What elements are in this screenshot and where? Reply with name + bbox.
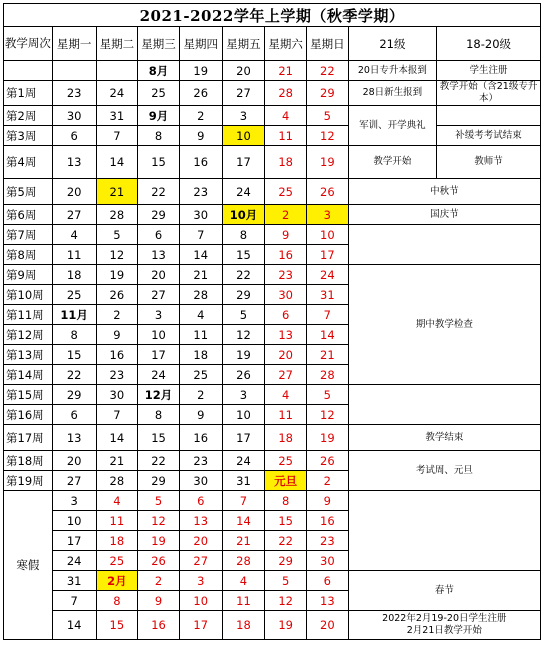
day-cell: 17 bbox=[222, 425, 265, 451]
day-cell: 8月 bbox=[138, 61, 180, 81]
day-cell: 3 bbox=[179, 571, 222, 591]
calendar-title: 2021-2022学年上学期（秋季学期） bbox=[4, 4, 541, 27]
week-label: 第3周 bbox=[4, 126, 53, 146]
day-cell: 19 bbox=[179, 61, 222, 81]
day-cell: 2 bbox=[179, 385, 222, 405]
day-cell: 18 bbox=[179, 345, 222, 365]
day-cell: 13 bbox=[265, 325, 307, 345]
day-cell: 11 bbox=[52, 245, 96, 265]
day-cell: 2 bbox=[179, 106, 222, 126]
day-cell: 7 bbox=[96, 405, 138, 425]
day-cell: 17 bbox=[52, 531, 96, 551]
note-18-empty bbox=[437, 106, 541, 126]
day-cell: 20 bbox=[52, 179, 96, 205]
day-cell: 元旦 bbox=[265, 471, 307, 491]
week-row bbox=[4, 611, 541, 640]
day-cell: 2月 bbox=[96, 571, 138, 591]
day-cell: 20 bbox=[179, 531, 222, 551]
day-cell: 6 bbox=[306, 571, 348, 591]
day-cell: 10 bbox=[138, 325, 180, 345]
day-cell: 16 bbox=[179, 425, 222, 451]
note-spring-semester bbox=[348, 611, 540, 640]
day-cell: 5 bbox=[306, 385, 348, 405]
day-cell: 19 bbox=[306, 425, 348, 451]
day-cell: 23 bbox=[96, 365, 138, 385]
day-cell: 4 bbox=[96, 491, 138, 511]
day-cell: 20 bbox=[52, 451, 96, 471]
day-cell: 14 bbox=[222, 511, 265, 531]
week-label: 第15周 bbox=[4, 385, 53, 405]
day-cell: 21 bbox=[222, 531, 265, 551]
day-cell: 3 bbox=[138, 305, 180, 325]
day-cell: 5 bbox=[265, 571, 307, 591]
day-cell: 29 bbox=[222, 285, 265, 305]
week-label: 第17周 bbox=[4, 425, 53, 451]
day-cell: 2 bbox=[306, 471, 348, 491]
week-row bbox=[4, 491, 541, 511]
header-row bbox=[4, 27, 541, 61]
day-cell: 28 bbox=[222, 551, 265, 571]
day-cell: 25 bbox=[138, 81, 180, 106]
day-cell: 18 bbox=[265, 425, 307, 451]
day-cell: 18 bbox=[52, 265, 96, 285]
day-cell: 22 bbox=[265, 531, 307, 551]
day-cell: 24 bbox=[222, 451, 265, 471]
day-cell: 4 bbox=[265, 385, 307, 405]
winter-break-label: 寒假 bbox=[4, 491, 53, 640]
week-row bbox=[4, 106, 541, 126]
note-spring-festival: 春节 bbox=[348, 571, 540, 611]
week-label: 第12周 bbox=[4, 325, 53, 345]
day-cell: 13 bbox=[179, 511, 222, 531]
day-cell: 10 bbox=[222, 405, 265, 425]
day-cell: 24 bbox=[306, 265, 348, 285]
week-row bbox=[4, 385, 541, 405]
day-cell: 6 bbox=[179, 491, 222, 511]
day-cell: 29 bbox=[306, 81, 348, 106]
day-cell: 21 bbox=[265, 61, 307, 81]
day-cell: 3 bbox=[306, 205, 348, 225]
week-label: 第9周 bbox=[4, 265, 53, 285]
calendar-table bbox=[3, 3, 541, 640]
day-cell: 6 bbox=[265, 305, 307, 325]
day-cell: 8 bbox=[138, 126, 180, 146]
day-cell: 22 bbox=[222, 265, 265, 285]
day-cell: 26 bbox=[138, 551, 180, 571]
day-cell: 21 bbox=[96, 179, 138, 205]
col-18-20-header: 18-20级 bbox=[437, 27, 541, 61]
day-cell: 28 bbox=[265, 81, 307, 106]
day-cell: 31 bbox=[222, 471, 265, 491]
day-cell: 23 bbox=[179, 451, 222, 471]
day-cell: 12月 bbox=[138, 385, 180, 405]
day-cell: 13 bbox=[52, 425, 96, 451]
day-cell: 14 bbox=[52, 611, 96, 640]
day-cell: 28 bbox=[96, 205, 138, 225]
day-cell: 16 bbox=[265, 245, 307, 265]
day-cell: 27 bbox=[52, 471, 96, 491]
day-cell: 2 bbox=[265, 205, 307, 225]
day-header-thu: 星期四 bbox=[179, 27, 222, 61]
day-cell: 30 bbox=[265, 285, 307, 305]
day-cell: 16 bbox=[179, 146, 222, 179]
day-cell: 29 bbox=[138, 205, 180, 225]
week-label: 第8周 bbox=[4, 245, 53, 265]
note-18-registration: 学生注册 bbox=[437, 61, 541, 81]
day-cell: 2 bbox=[96, 305, 138, 325]
day-cell: 13 bbox=[306, 591, 348, 611]
week-label: 第10周 bbox=[4, 285, 53, 305]
day-cell: 31 bbox=[96, 106, 138, 126]
day-header-wed: 星期三 bbox=[138, 27, 180, 61]
day-cell: 30 bbox=[179, 205, 222, 225]
day-cell: 28 bbox=[179, 285, 222, 305]
day-cell: 9 bbox=[96, 325, 138, 345]
week-label: 第16周 bbox=[4, 405, 53, 425]
day-cell: 28 bbox=[96, 471, 138, 491]
day-cell: 13 bbox=[138, 245, 180, 265]
day-cell: 4 bbox=[52, 225, 96, 245]
day-cell: 27 bbox=[222, 81, 265, 106]
day-cell: 19 bbox=[265, 611, 307, 640]
day-cell: 27 bbox=[265, 365, 307, 385]
day-cell: 16 bbox=[138, 611, 180, 640]
day-cell: 15 bbox=[96, 611, 138, 640]
day-cell: 8 bbox=[96, 591, 138, 611]
note-national-day: 国庆节 bbox=[348, 205, 540, 225]
day-cell: 19 bbox=[222, 345, 265, 365]
day-cell: 4 bbox=[265, 106, 307, 126]
week-label: 第5周 bbox=[4, 179, 53, 205]
day-cell: 9 bbox=[306, 491, 348, 511]
day-header-tue: 星期二 bbox=[96, 27, 138, 61]
day-cell: 22 bbox=[52, 365, 96, 385]
day-cell: 23 bbox=[52, 81, 96, 106]
day-cell: 29 bbox=[265, 551, 307, 571]
week-label bbox=[4, 61, 53, 81]
week-row bbox=[4, 225, 541, 245]
week-label: 第19周 bbox=[4, 471, 53, 491]
day-cell: 11月 bbox=[52, 305, 96, 325]
week-row bbox=[4, 265, 541, 285]
note-18-makeup-exam-end: 补缓考考试结束 bbox=[437, 126, 541, 146]
week-row bbox=[4, 425, 541, 451]
day-cell: 8 bbox=[222, 225, 265, 245]
day-cell: 4 bbox=[179, 305, 222, 325]
day-cell: 30 bbox=[179, 471, 222, 491]
week-label: 第11周 bbox=[4, 305, 53, 325]
day-cell: 8 bbox=[138, 405, 180, 425]
day-cell: 21 bbox=[306, 345, 348, 365]
day-cell: 22 bbox=[306, 61, 348, 81]
day-cell: 24 bbox=[52, 551, 96, 571]
day-cell bbox=[52, 61, 96, 81]
week-row bbox=[4, 146, 541, 179]
day-cell: 22 bbox=[138, 451, 180, 471]
note-mid-autumn: 中秋节 bbox=[348, 179, 540, 205]
day-cell: 6 bbox=[52, 126, 96, 146]
day-cell: 25 bbox=[265, 179, 307, 205]
day-cell: 18 bbox=[96, 531, 138, 551]
day-header-fri: 星期五 bbox=[222, 27, 265, 61]
day-cell: 14 bbox=[96, 146, 138, 179]
week-row bbox=[4, 61, 541, 81]
day-cell: 19 bbox=[306, 146, 348, 179]
day-header-sat: 星期六 bbox=[265, 27, 307, 61]
day-cell: 10 bbox=[52, 511, 96, 531]
day-cell: 10 bbox=[179, 591, 222, 611]
note-21-teaching-start: 教学开始 bbox=[348, 146, 436, 179]
day-cell: 15 bbox=[222, 245, 265, 265]
day-cell: 5 bbox=[306, 106, 348, 126]
day-cell: 20 bbox=[222, 61, 265, 81]
day-cell: 26 bbox=[179, 81, 222, 106]
note-21-enrollment: 20日专升本报到 bbox=[348, 61, 436, 81]
day-cell: 12 bbox=[306, 405, 348, 425]
day-cell: 10 bbox=[306, 225, 348, 245]
week-label: 第13周 bbox=[4, 345, 53, 365]
week-label: 第14周 bbox=[4, 365, 53, 385]
day-cell: 18 bbox=[222, 611, 265, 640]
day-cell: 7 bbox=[96, 126, 138, 146]
day-cell: 12 bbox=[96, 245, 138, 265]
day-cell: 26 bbox=[96, 285, 138, 305]
day-cell: 5 bbox=[96, 225, 138, 245]
day-cell: 15 bbox=[52, 345, 96, 365]
week-column-header: 教学周次 bbox=[4, 27, 53, 61]
note-18-teaching-start: 教学开始（含21级专升本） bbox=[437, 81, 541, 106]
week-label: 第7周 bbox=[4, 225, 53, 245]
day-cell: 20 bbox=[265, 345, 307, 365]
day-cell: 9 bbox=[265, 225, 307, 245]
week-label: 第4周 bbox=[4, 146, 53, 179]
note-registration-line: 2022年2月19-20日学生注册 bbox=[382, 613, 507, 624]
day-cell: 30 bbox=[96, 385, 138, 405]
day-cell: 12 bbox=[265, 591, 307, 611]
day-cell: 11 bbox=[222, 591, 265, 611]
day-cell: 12 bbox=[138, 511, 180, 531]
day-cell: 14 bbox=[96, 425, 138, 451]
day-cell: 29 bbox=[138, 471, 180, 491]
week-row bbox=[4, 81, 541, 106]
day-cell: 21 bbox=[179, 265, 222, 285]
day-cell: 19 bbox=[138, 531, 180, 551]
week-row bbox=[4, 179, 541, 205]
week-label: 第2周 bbox=[4, 106, 53, 126]
day-cell: 15 bbox=[265, 511, 307, 531]
day-cell: 14 bbox=[179, 245, 222, 265]
day-cell: 5 bbox=[222, 305, 265, 325]
day-cell: 15 bbox=[138, 425, 180, 451]
note-21-freshmen: 28日新生报到 bbox=[348, 81, 436, 106]
day-cell: 24 bbox=[138, 365, 180, 385]
day-cell: 27 bbox=[52, 205, 96, 225]
week-row bbox=[4, 126, 541, 146]
note-teaching-start-line: 2月21日教学开始 bbox=[406, 625, 482, 636]
day-cell: 6 bbox=[138, 225, 180, 245]
week-label: 第1周 bbox=[4, 81, 53, 106]
day-cell: 25 bbox=[179, 365, 222, 385]
day-cell: 7 bbox=[222, 491, 265, 511]
day-cell bbox=[96, 61, 138, 81]
note-midterm-check: 期中教学检查 bbox=[348, 265, 540, 385]
day-cell: 18 bbox=[265, 146, 307, 179]
day-cell: 29 bbox=[52, 385, 96, 405]
day-cell: 2 bbox=[138, 571, 180, 591]
day-cell: 11 bbox=[179, 325, 222, 345]
day-cell: 9 bbox=[179, 405, 222, 425]
week-label: 第18周 bbox=[4, 451, 53, 471]
note-teaching-end: 教学结束 bbox=[348, 425, 540, 451]
note-21-military-training: 军训、开学典礼 bbox=[348, 106, 436, 146]
day-cell: 3 bbox=[222, 106, 265, 126]
day-cell: 3 bbox=[52, 491, 96, 511]
day-cell: 12 bbox=[222, 325, 265, 345]
day-cell: 3 bbox=[222, 385, 265, 405]
day-cell: 20 bbox=[306, 611, 348, 640]
note-exam-week: 考试周、元旦 bbox=[348, 451, 540, 491]
day-cell: 9月 bbox=[138, 106, 180, 126]
day-cell: 9 bbox=[179, 126, 222, 146]
note-18-teachers-day: 教师节 bbox=[437, 146, 541, 179]
day-cell: 25 bbox=[265, 451, 307, 471]
day-cell: 23 bbox=[306, 531, 348, 551]
day-cell: 11 bbox=[265, 405, 307, 425]
day-cell: 22 bbox=[138, 179, 180, 205]
day-cell: 13 bbox=[52, 146, 96, 179]
day-cell: 28 bbox=[306, 365, 348, 385]
day-cell: 10 bbox=[222, 126, 265, 146]
day-cell: 30 bbox=[52, 106, 96, 126]
day-cell: 25 bbox=[96, 551, 138, 571]
day-cell: 31 bbox=[52, 571, 96, 591]
day-cell: 7 bbox=[306, 305, 348, 325]
day-cell: 24 bbox=[222, 179, 265, 205]
day-cell: 26 bbox=[222, 365, 265, 385]
day-cell: 11 bbox=[265, 126, 307, 146]
day-cell: 6 bbox=[52, 405, 96, 425]
day-header-mon: 星期一 bbox=[52, 27, 96, 61]
day-cell: 17 bbox=[222, 146, 265, 179]
day-cell: 27 bbox=[179, 551, 222, 571]
day-cell: 19 bbox=[96, 265, 138, 285]
week-label: 第6周 bbox=[4, 205, 53, 225]
day-cell: 23 bbox=[265, 265, 307, 285]
day-cell: 20 bbox=[138, 265, 180, 285]
day-cell: 5 bbox=[138, 491, 180, 511]
day-cell: 10月 bbox=[222, 205, 265, 225]
note-empty bbox=[348, 491, 540, 571]
day-cell: 26 bbox=[306, 179, 348, 205]
day-cell: 7 bbox=[52, 591, 96, 611]
day-cell: 17 bbox=[179, 611, 222, 640]
day-cell: 9 bbox=[138, 591, 180, 611]
day-cell: 21 bbox=[96, 451, 138, 471]
week-row bbox=[4, 451, 541, 471]
day-cell: 7 bbox=[179, 225, 222, 245]
day-cell: 26 bbox=[306, 451, 348, 471]
day-cell: 15 bbox=[138, 146, 180, 179]
day-cell: 30 bbox=[306, 551, 348, 571]
day-cell: 17 bbox=[306, 245, 348, 265]
day-cell: 17 bbox=[138, 345, 180, 365]
day-cell: 16 bbox=[306, 511, 348, 531]
week-row bbox=[4, 571, 541, 591]
day-cell: 12 bbox=[306, 126, 348, 146]
day-cell: 24 bbox=[96, 81, 138, 106]
day-cell: 16 bbox=[96, 345, 138, 365]
week-row bbox=[4, 205, 541, 225]
day-cell: 4 bbox=[222, 571, 265, 591]
day-cell: 8 bbox=[52, 325, 96, 345]
day-cell: 27 bbox=[138, 285, 180, 305]
day-cell: 23 bbox=[179, 179, 222, 205]
day-header-sun: 星期日 bbox=[306, 27, 348, 61]
day-cell: 11 bbox=[96, 511, 138, 531]
day-cell: 14 bbox=[306, 325, 348, 345]
day-cell: 31 bbox=[306, 285, 348, 305]
note-empty bbox=[348, 385, 540, 425]
col-21-header: 21级 bbox=[348, 27, 436, 61]
academic-calendar bbox=[3, 3, 541, 640]
day-cell: 25 bbox=[52, 285, 96, 305]
note-empty bbox=[348, 225, 540, 265]
day-cell: 8 bbox=[265, 491, 307, 511]
